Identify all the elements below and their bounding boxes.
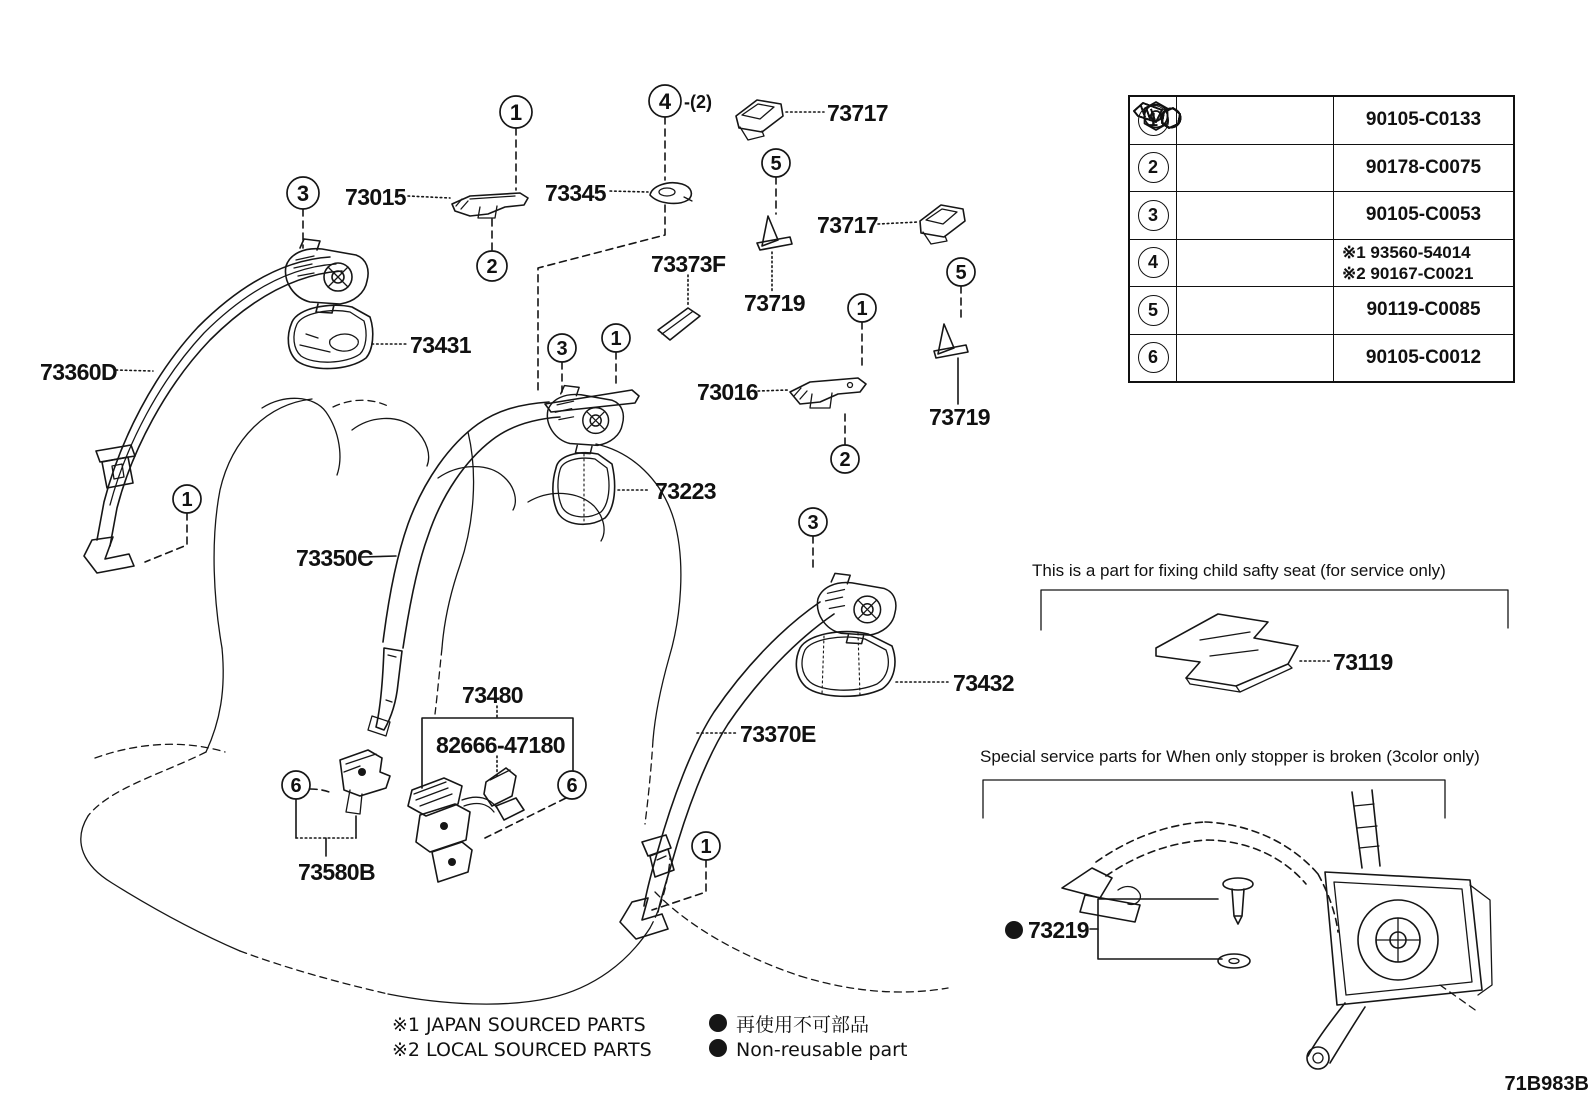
- part-label-73360d[interactable]: 73360D: [40, 359, 117, 385]
- cover-73717-top: [736, 100, 783, 140]
- fastener-part-number[interactable]: 90105-C0133: [1365, 109, 1482, 131]
- bracket-73016: [790, 378, 866, 408]
- bracket-73015: [452, 193, 528, 218]
- callout-circle-6b: [558, 771, 586, 799]
- part-label-73719-right[interactable]: 73719: [929, 404, 990, 430]
- callout-circle-1a: [500, 96, 532, 128]
- svg-text:6: 6: [290, 775, 302, 797]
- legend-nonreusable-jp: 再使用不可部品: [736, 1014, 870, 1036]
- legend-nonreusable-en: Non-reusable part: [736, 1039, 908, 1061]
- child-seat-note: This is a part for fixing child safty seat (for service only): [1032, 561, 1446, 580]
- fastener-row: [1130, 286, 1513, 334]
- diagram-code: 71B983B: [1504, 1073, 1589, 1095]
- svg-text:3: 3: [296, 181, 310, 206]
- svg-text:5: 5: [770, 153, 782, 175]
- right-seatbelt-73370e: [620, 573, 896, 939]
- bracket-73345: [650, 183, 692, 204]
- fastener-number: 6: [1138, 342, 1169, 373]
- svg-text:3: 3: [556, 338, 568, 360]
- fastener-row: [1130, 239, 1513, 287]
- callout-circle-1b: [848, 294, 876, 322]
- part-label-73119[interactable]: 73119: [1333, 649, 1393, 675]
- fastener-row: [1130, 144, 1513, 192]
- part-label-82666-47180[interactable]: 82666-47180: [436, 732, 565, 758]
- fastener-part-number-japan[interactable]: ※1 93560-54014: [1342, 242, 1471, 262]
- part-label-73016[interactable]: 73016: [697, 379, 758, 405]
- screw-icon: [1130, 97, 1182, 135]
- fastener-row: [1130, 334, 1513, 382]
- legend-local-sourced: ※2 LOCAL SOURCED PARTS: [392, 1039, 652, 1061]
- svg-text:1: 1: [610, 328, 622, 350]
- part-label-73373f[interactable]: 73373F: [651, 251, 726, 277]
- plate-73119: [1156, 614, 1298, 692]
- nonreusable-bullet-en: [709, 1039, 727, 1057]
- fastener-row: [1130, 191, 1513, 239]
- callout-circle-3b: [548, 334, 576, 362]
- legend-japan-sourced: ※1 JAPAN SOURCED PARTS: [392, 1014, 646, 1036]
- fastener-row: [1130, 97, 1513, 144]
- svg-text:4: 4: [658, 89, 672, 114]
- part-label-73580b[interactable]: 73580B: [298, 859, 375, 885]
- anchor-73719-left: [757, 216, 792, 250]
- callout-circle-2b: [831, 445, 859, 473]
- svg-text:6: 6: [566, 775, 578, 797]
- callout-circle-2a: [477, 251, 507, 281]
- fastener-number: 3: [1138, 200, 1169, 231]
- part-label-73345[interactable]: 73345: [545, 180, 606, 206]
- anchor-73719-right: [934, 324, 968, 358]
- fastener-number: 2: [1138, 152, 1169, 183]
- svg-text:1: 1: [856, 298, 868, 320]
- part-label-73480[interactable]: 73480: [462, 682, 523, 708]
- part-label-73015[interactable]: 73015: [345, 184, 406, 210]
- part-label-73717-top[interactable]: 73717: [827, 100, 888, 126]
- special-service-note: Special service parts for When only stopper is broken (3color only): [980, 747, 1480, 766]
- part-label-73223[interactable]: 73223: [655, 478, 716, 504]
- nonreusable-bullet-73219: [1005, 921, 1023, 939]
- callout-circle-3c: [799, 508, 827, 536]
- callout-circle-5a: [762, 149, 790, 177]
- part-label-73432[interactable]: 73432: [953, 670, 1014, 696]
- fastener-number: 4: [1138, 247, 1169, 278]
- svg-text:5: 5: [955, 262, 967, 284]
- svg-text:1: 1: [700, 836, 712, 858]
- callout-circle-3a: [287, 177, 319, 209]
- callout-circle-1c: [602, 324, 630, 352]
- part-label-73717-mid[interactable]: 73717: [817, 212, 878, 238]
- left-seatbelt-73360d: [84, 239, 373, 573]
- fastener-part-number-local[interactable]: ※2 90167-C0021: [1342, 263, 1474, 283]
- callout-circle-1d: [173, 485, 201, 513]
- part-label-73370e[interactable]: 73370E: [740, 721, 816, 747]
- callout-circle-1e: [692, 832, 720, 860]
- cover-73717-mid: [920, 205, 965, 244]
- svg-text:2: 2: [839, 449, 851, 471]
- callout-circle-4: [649, 85, 681, 117]
- fastener-number: 5: [1138, 295, 1169, 326]
- fastener-part-number[interactable]: 90119-C0085: [1366, 299, 1481, 321]
- callout-4-qty: -(2): [684, 92, 712, 112]
- part-label-73719-left[interactable]: 73719: [744, 290, 805, 316]
- fastener-table: [1128, 95, 1515, 383]
- svg-text:1: 1: [181, 489, 193, 511]
- strip-73373f: [658, 308, 700, 340]
- fastener-part-number[interactable]: 90105-C0012: [1365, 346, 1482, 368]
- svg-text:3: 3: [807, 512, 819, 534]
- callout-circle-5b: [947, 258, 975, 286]
- fastener-part-number[interactable]: 90178-C0075: [1365, 156, 1482, 178]
- callout-circle-6a: [282, 771, 310, 799]
- part-label-73219[interactable]: 73219: [1028, 917, 1089, 943]
- svg-text:1: 1: [509, 100, 523, 125]
- svg-text:2: 2: [486, 256, 498, 278]
- child-seat-section: [1041, 590, 1508, 692]
- part-label-73350c[interactable]: 73350C: [296, 545, 373, 571]
- part-label-73431[interactable]: 73431: [410, 332, 471, 358]
- fastener-part-number[interactable]: 90105-C0053: [1365, 204, 1482, 226]
- nonreusable-bullet-jp: [709, 1014, 727, 1032]
